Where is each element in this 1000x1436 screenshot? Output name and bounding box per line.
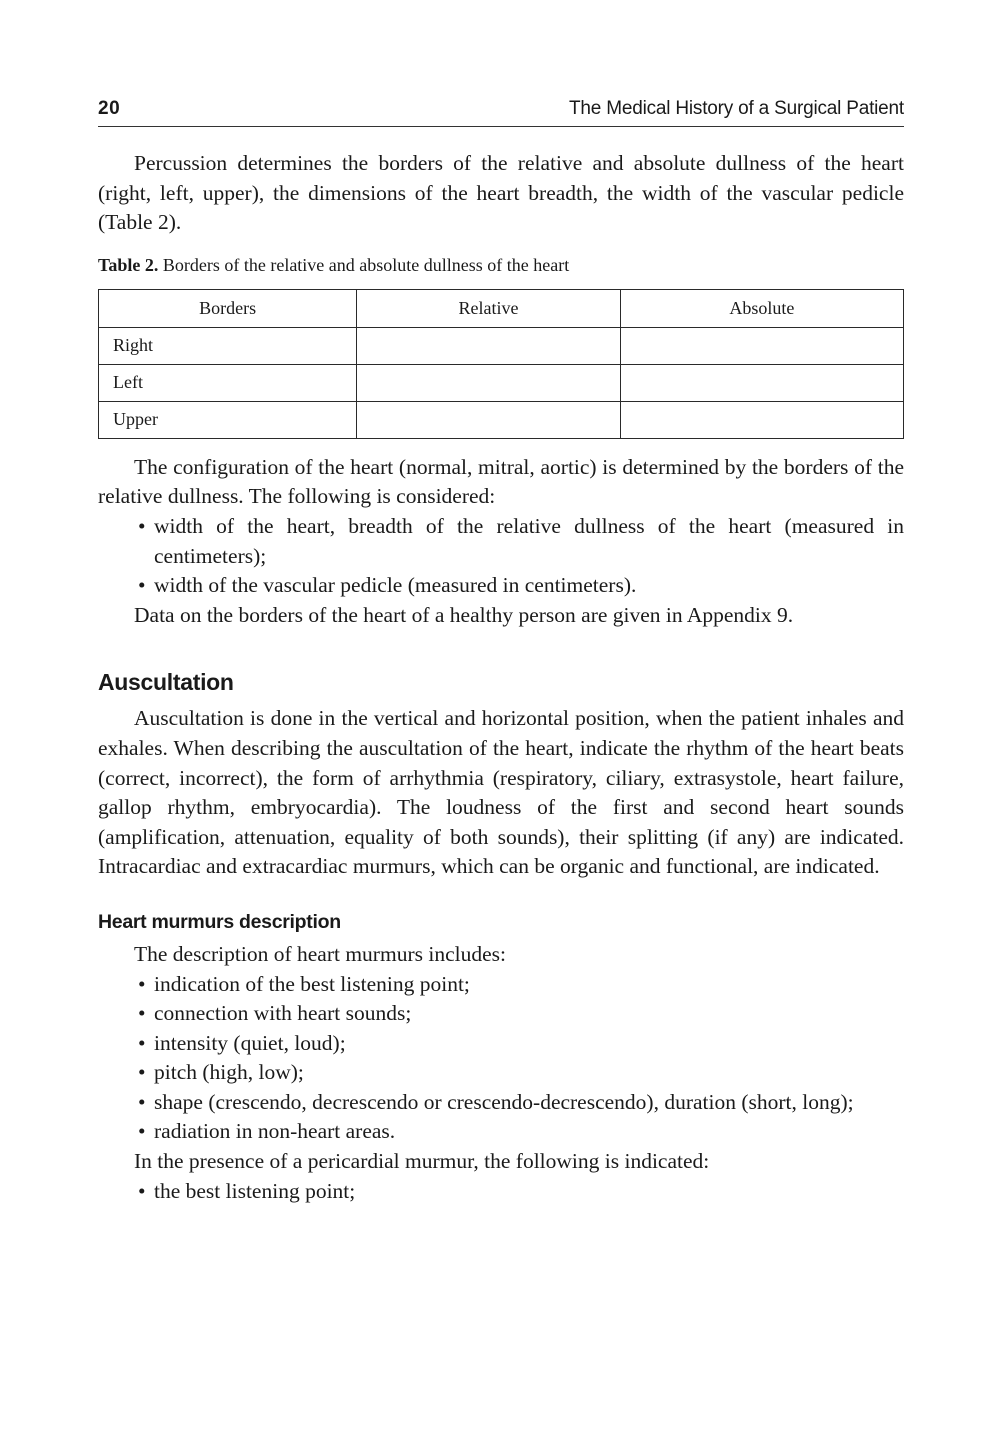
list-item (98, 1088, 904, 1118)
page-number: 20 (98, 98, 121, 119)
cell-right-relative (357, 327, 620, 364)
list-item (98, 571, 904, 601)
column-header-borders: Borders (99, 289, 357, 327)
list-item-text: shape (crescendo, decrescendo or crescendo-decrescendo), duration (short, long); (154, 1089, 854, 1114)
list-item-text: width of the heart, breadth of the relative dullness of the heart (measured in centimeters); (154, 513, 904, 568)
auscultation-paragraph: Auscultation is done in the vertical and horizontal position, when the patient inhales and exhales. When describing the auscultation of the heart, indicate the rhythm of the heart beats (correct, incorrect), the form of arrhythmia (respiratory, ciliary, extrasystole, heart failure, gallop rhythm, embryocardia). The loudness of the first and second heart sounds (amplification, attenuation, equality of both sounds), their splitting (if any) are indicated. Intracardiac and extracardiac murmurs, which can be organic and functional, are indicated. (98, 706, 904, 879)
cell-upper-absolute (620, 401, 903, 438)
bullet-icon: • (138, 1178, 146, 1203)
murmurs-intro: The description of heart murmurs includes: (134, 941, 506, 966)
bullet-icon: • (138, 1119, 146, 1144)
table-header-row (99, 289, 904, 327)
table-caption-text: Borders of the relative and absolute dullness of the heart (158, 254, 570, 275)
cell-left-relative (357, 364, 620, 401)
column-header-absolute: Absolute (620, 289, 903, 327)
intro-paragraph: Percussion determines the borders of the relative and absolute dullness of the heart (right, left, upper), the dimensions of the heart breadth, the width of the vascular pedicle (Table 2). (98, 151, 904, 235)
bullet-icon: • (138, 1030, 146, 1055)
bullet-icon: • (138, 1089, 146, 1114)
list-item-text: pitch (high, low); (154, 1060, 304, 1085)
list-item-text: radiation in non-heart areas. (154, 1119, 396, 1144)
list-item (98, 1117, 904, 1147)
configuration-list (98, 512, 904, 601)
list-item-text: indication of the best listening point; (154, 971, 470, 996)
table-row (99, 364, 904, 401)
list-item (98, 1058, 904, 1088)
list-item (98, 970, 904, 1000)
cell-upper-relative (357, 401, 620, 438)
bullet-icon: • (138, 1060, 146, 1085)
list-item-text: the best listening point; (154, 1178, 356, 1203)
pericardial-intro: In the presence of a pericardial murmur, the following is indicated: (134, 1149, 710, 1174)
list-item-text: connection with heart sounds; (154, 1001, 412, 1026)
bullet-icon: • (138, 513, 146, 538)
running-title: The Medical History of a Surgical Patient (568, 98, 904, 119)
list-item-text: width of the vascular pedicle (measured in centimeters). (154, 573, 637, 598)
table-row (99, 327, 904, 364)
auscultation-heading: Auscultation (98, 669, 234, 696)
row-label-left: Left (99, 364, 357, 401)
row-label-upper: Upper (99, 401, 357, 438)
borders-table (98, 289, 904, 439)
bullet-icon: • (138, 573, 146, 598)
bullet-icon: • (138, 971, 146, 996)
cell-left-absolute (620, 364, 903, 401)
murmurs-list (98, 970, 904, 1148)
running-header (98, 96, 904, 127)
list-item-text: intensity (quiet, loud); (154, 1030, 346, 1055)
list-item (98, 512, 904, 571)
table-caption (98, 253, 904, 277)
table-caption-label: Table 2. (98, 254, 159, 275)
list-item (98, 1029, 904, 1059)
appendix-paragraph: Data on the borders of the heart of a healthy person are given in Appendix 9. (134, 602, 794, 627)
configuration-paragraph: The configuration of the heart (normal, mitral, aortic) is determined by the borders of the relative dullness. The following is considered: (98, 454, 904, 509)
table-row (99, 401, 904, 438)
pericardial-list (98, 1177, 904, 1207)
list-item (98, 999, 904, 1029)
bullet-icon: • (138, 1001, 146, 1026)
document-page (98, 96, 904, 1206)
murmurs-heading: Heart murmurs description (98, 910, 341, 933)
cell-right-absolute (620, 327, 903, 364)
row-label-right: Right (99, 327, 357, 364)
list-item (98, 1177, 904, 1207)
column-header-relative: Relative (357, 289, 620, 327)
